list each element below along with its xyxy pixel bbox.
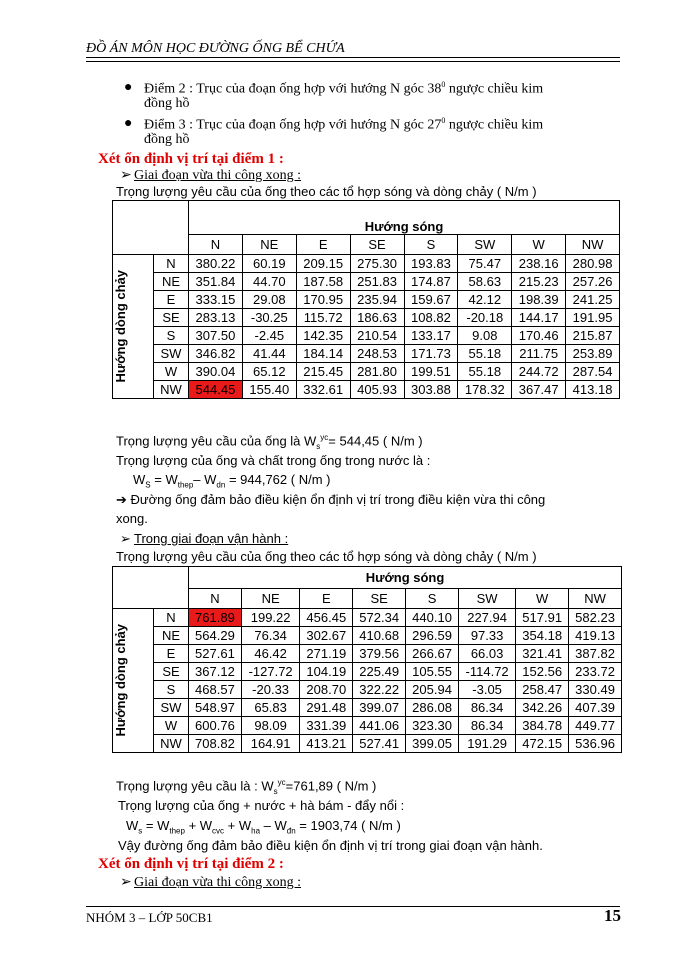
- table-cell: 600.76: [189, 717, 242, 735]
- table-cell: 322.22: [353, 681, 406, 699]
- table-cell: 351.84: [189, 273, 243, 291]
- table-cell: 170.46: [512, 327, 566, 345]
- table-cell: 258.47: [516, 681, 569, 699]
- table-cell: S: [406, 589, 459, 609]
- table1-caption: Trọng lượng yêu cầu của ống theo các tổ hợp sóng và dòng chảy ( N/m ): [116, 184, 537, 199]
- table-cell: NE: [241, 589, 299, 609]
- table-cell: 238.16: [512, 255, 566, 273]
- bullet-point-2: Điểm 2 : Trục của đoạn ống hợp với hướng N góc $38^0$ ngược chiều kim: [144, 80, 544, 97]
- table-cell: 527.61: [189, 645, 242, 663]
- table-cell: 333.15: [189, 291, 243, 309]
- table-cell: 253.89: [566, 345, 620, 363]
- table-cell: W: [512, 235, 566, 255]
- table-cell: 215.87: [566, 327, 620, 345]
- table-cell: 456.45: [300, 609, 353, 627]
- table-cell: 419.13: [569, 627, 622, 645]
- table-cell: 41.44: [242, 345, 296, 363]
- required-weight-line: Trọng lượng yêu cầu của ống là $W_s^{yc}= 544,45$ ( N/m ): [116, 433, 423, 451]
- bullet-point-3-cont: đồng hồ: [144, 132, 190, 147]
- table-cell: NW: [569, 589, 622, 609]
- bullet-point-2-cont: đồng hồ: [144, 96, 190, 111]
- table-cell: 60.19: [242, 255, 296, 273]
- table-cell: 108.82: [404, 309, 458, 327]
- table-cell: 283.13: [189, 309, 243, 327]
- table-cell: SE: [154, 663, 189, 681]
- table-cell: 330.49: [569, 681, 622, 699]
- table-cell: 66.03: [458, 645, 515, 663]
- table-cell: 65.83: [241, 699, 299, 717]
- table-cell: 572.34: [353, 609, 406, 627]
- table-1: [112, 200, 620, 399]
- table-cell: 205.94: [406, 681, 459, 699]
- right-arrow-icon: ➔: [116, 492, 131, 507]
- table-cell: 387.82: [569, 645, 622, 663]
- table-cell: 536.96: [569, 735, 622, 753]
- table-cell: 331.39: [300, 717, 353, 735]
- table-cell: -2.45: [242, 327, 296, 345]
- phase1-label-point-2: ➢ Giai đoạn vừa thi công xong :: [120, 875, 302, 890]
- table-cell: 405.93: [350, 381, 404, 399]
- table-cell: 257.26: [566, 273, 620, 291]
- page-header-title: ĐỒ ÁN MÔN HỌC ĐƯỜNG ỐNG BỂ CHỨA: [86, 41, 345, 56]
- page-number: 15: [604, 906, 621, 925]
- table-cell: 86.34: [458, 699, 515, 717]
- table-cell: -20.18: [458, 309, 512, 327]
- table-cell: 174.87: [404, 273, 458, 291]
- table-cell: 321.41: [516, 645, 569, 663]
- table-cell: NE: [242, 235, 296, 255]
- table-cell: E: [154, 291, 189, 309]
- section-heading-point-2: Xét ổn định vị trí tại điểm 2 :: [98, 856, 284, 872]
- arrow-bullet-icon: ➢: [120, 168, 132, 183]
- table-cell: 367.12: [189, 663, 242, 681]
- table-cell: 367.47: [512, 381, 566, 399]
- table-cell: 208.70: [300, 681, 353, 699]
- table-cell: 115.72: [296, 309, 350, 327]
- highlighted-cell-2: 761.89: [189, 609, 242, 627]
- footer-group: NHÓM 3 – LỚP 50CB1: [86, 910, 213, 925]
- table-cell: 159.67: [404, 291, 458, 309]
- table-cell: W: [154, 363, 189, 381]
- table-cell: 55.18: [458, 345, 512, 363]
- table-cell: 104.19: [300, 663, 353, 681]
- table-cell: SW: [458, 235, 512, 255]
- table-cell: 244.72: [512, 363, 566, 381]
- table-cell: 548.97: [189, 699, 242, 717]
- section-heading-point-1: Xét ổn định vị trí tại điểm 1 :: [98, 151, 284, 167]
- table-cell: 55.18: [458, 363, 512, 381]
- table-cell: 144.17: [512, 309, 566, 327]
- table-cell: 98.09: [241, 717, 299, 735]
- table-cell: 307.50: [189, 327, 243, 345]
- table-cell: S: [154, 327, 189, 345]
- bullet-icon: ●: [124, 116, 133, 131]
- table2-caption: Trọng lượng yêu cầu của ống theo các tổ hợp sóng và dòng chảy ( N/m ): [116, 549, 537, 564]
- table-cell: 75.47: [458, 255, 512, 273]
- table-cell: SW: [154, 699, 189, 717]
- table-cell: 407.39: [569, 699, 622, 717]
- table-cell: 379.56: [353, 645, 406, 663]
- table-cell: 266.67: [406, 645, 459, 663]
- table-cell: 280.98: [566, 255, 620, 273]
- table-cell: 527.41: [353, 735, 406, 753]
- table-cell: -20.33: [241, 681, 299, 699]
- table-cell: 191.29: [458, 735, 515, 753]
- table-cell: [113, 567, 189, 609]
- table-cell: E: [296, 235, 350, 255]
- table-cell: 517.91: [516, 609, 569, 627]
- table-cell: 9.08: [458, 327, 512, 345]
- table-cell: 342.26: [516, 699, 569, 717]
- header-rule-2: [86, 61, 620, 62]
- table-cell: 390.04: [189, 363, 243, 381]
- table-cell: 291.48: [300, 699, 353, 717]
- table-cell: 171.73: [404, 345, 458, 363]
- table-cell: 296.59: [406, 627, 459, 645]
- table-cell: 323.30: [406, 717, 459, 735]
- table-cell: 468.57: [189, 681, 242, 699]
- table-cell: N: [189, 235, 243, 255]
- table-cell: 58.63: [458, 273, 512, 291]
- table-cell: 271.19: [300, 645, 353, 663]
- table-cell: [113, 201, 189, 255]
- table-cell: 287.54: [566, 363, 620, 381]
- table-cell: 582.23: [569, 609, 622, 627]
- table-cell: 193.83: [404, 255, 458, 273]
- table-cell: 209.15: [296, 255, 350, 273]
- table-cell: SW: [154, 345, 189, 363]
- table-cell: 441.06: [353, 717, 406, 735]
- table-cell: 42.12: [458, 291, 512, 309]
- table-cell: 708.82: [189, 735, 242, 753]
- table-cell: NE: [154, 273, 189, 291]
- conclusion-1: ➔ Đường ống đảm bảo điều kiện ổn định vị trí trong điều kiện vừa thi công: [116, 492, 546, 507]
- table-cell: 86.34: [458, 717, 515, 735]
- table-cell: 46.42: [241, 645, 299, 663]
- table-cell: 449.77: [569, 717, 622, 735]
- table-cell: 251.83: [350, 273, 404, 291]
- table-cell: 133.17: [404, 327, 458, 345]
- table-cell: 241.25: [566, 291, 620, 309]
- table-cell: 187.58: [296, 273, 350, 291]
- table-cell: 472.15: [516, 735, 569, 753]
- table-cell: 178.32: [458, 381, 512, 399]
- table-cell: E: [300, 589, 353, 609]
- table-cell: -127.72: [241, 663, 299, 681]
- table-cell: N: [189, 589, 242, 609]
- table-cell: NW: [154, 381, 189, 399]
- table-cell: 198.39: [512, 291, 566, 309]
- phase1-label: ➢ Giai đoạn vừa thi công xong :: [120, 168, 302, 183]
- table-cell: N: [154, 255, 189, 273]
- arrow-bullet-icon: ➢: [120, 531, 131, 546]
- table-cell: 65.12: [242, 363, 296, 381]
- header-rule: [86, 57, 620, 58]
- table-cell: 170.95: [296, 291, 350, 309]
- table-cell: 199.51: [404, 363, 458, 381]
- bullet-icon: ●: [124, 80, 133, 95]
- table-cell: 225.49: [353, 663, 406, 681]
- wave-direction-header-2: Hướng sóng: [189, 567, 622, 589]
- table-cell: 191.95: [566, 309, 620, 327]
- table-cell: 384.78: [516, 717, 569, 735]
- arrow-bullet-icon: ➢: [120, 875, 132, 890]
- table-cell: 105.55: [406, 663, 459, 681]
- table-cell: W: [516, 589, 569, 609]
- table-cell: 346.82: [189, 345, 243, 363]
- table-cell: 275.30: [350, 255, 404, 273]
- table-cell: 186.63: [350, 309, 404, 327]
- table-cell: 302.67: [300, 627, 353, 645]
- pipe-weight-line-2: Trọng lượng của ống + nước + hà bám - đẩy nổi :: [118, 798, 405, 813]
- table-cell: SW: [458, 589, 515, 609]
- phase2-label: ➢ Trong giai đoạn vận hành :: [120, 531, 289, 546]
- table-cell: NE: [154, 627, 189, 645]
- table-cell: 413.18: [566, 381, 620, 399]
- table-cell: 440.10: [406, 609, 459, 627]
- table-cell: 281.80: [350, 363, 404, 381]
- table-cell: 152.56: [516, 663, 569, 681]
- table-cell: 215.23: [512, 273, 566, 291]
- formula-1: $W_S = W_{thep}-$ $W_{dn} = 944,762$ ( N/m ): [133, 472, 331, 490]
- table-cell: N: [154, 609, 189, 627]
- table-cell: 380.22: [189, 255, 243, 273]
- table-cell: S: [404, 235, 458, 255]
- table-cell: E: [154, 645, 189, 663]
- wave-direction-header: Hướng sóng: [189, 201, 620, 235]
- table-cell: 399.05: [406, 735, 459, 753]
- table-cell: NW: [566, 235, 620, 255]
- table-cell: 199.22: [241, 609, 299, 627]
- table-cell: 332.61: [296, 381, 350, 399]
- table-cell: 210.54: [350, 327, 404, 345]
- table-cell: 44.70: [242, 273, 296, 291]
- table-cell: 164.91: [241, 735, 299, 753]
- table-cell: 248.53: [350, 345, 404, 363]
- bullet-point-3: Điểm 3 : Trục của đoạn ống hợp với hướng N góc $27^0$ ngược chiều kim: [144, 116, 544, 133]
- table-2: [112, 566, 622, 753]
- highlighted-cell: 544.45: [189, 381, 243, 399]
- table-cell: 303.88: [404, 381, 458, 399]
- table-cell: 286.08: [406, 699, 459, 717]
- table-cell: 564.29: [189, 627, 242, 645]
- table-cell: 29.08: [242, 291, 296, 309]
- formula-2: $W_s = W_{thep} + W_{cvc} + W_{ha} - W_{đn} = 1903,74$ ( N/m ): [126, 818, 401, 836]
- table-cell: 155.40: [242, 381, 296, 399]
- table-cell: 227.94: [458, 609, 515, 627]
- table-cell: -114.72: [458, 663, 515, 681]
- table-cell: -30.25: [242, 309, 296, 327]
- table-cell: NW: [154, 735, 189, 753]
- table-cell: 142.35: [296, 327, 350, 345]
- flow-direction-header: Hướng dòng chảy: [113, 255, 154, 399]
- table-cell: 233.72: [569, 663, 622, 681]
- table-cell: 76.34: [241, 627, 299, 645]
- table-cell: 184.14: [296, 345, 350, 363]
- table-cell: 399.07: [353, 699, 406, 717]
- table-cell: 413.21: [300, 735, 353, 753]
- conclusion-2: Vậy đường ống đảm bảo điều kiện ổn định vị trí trong giai đoạn vận hành.: [118, 838, 543, 853]
- required-weight-line-2: Trọng lượng yêu cầu là : $W_s^{yc}=761,89$ ( N/m ): [116, 778, 377, 796]
- table-cell: 410.68: [353, 627, 406, 645]
- table-cell: SE: [154, 309, 189, 327]
- pipe-weight-line: Trọng lượng của ống và chất trong ống trong nước là :: [116, 453, 431, 468]
- table-cell: -3.05: [458, 681, 515, 699]
- table-cell: 211.75: [512, 345, 566, 363]
- conclusion-1-cont: xong.: [116, 511, 148, 526]
- table-cell: SE: [353, 589, 406, 609]
- flow-direction-header-2: Hướng dòng chảy: [113, 609, 154, 753]
- table-cell: 235.94: [350, 291, 404, 309]
- footer-rule: [86, 906, 620, 907]
- table-cell: SE: [350, 235, 404, 255]
- table-cell: S: [154, 681, 189, 699]
- table-cell: 354.18: [516, 627, 569, 645]
- table-cell: W: [154, 717, 189, 735]
- table-cell: 215.45: [296, 363, 350, 381]
- table-cell: 97.33: [458, 627, 515, 645]
